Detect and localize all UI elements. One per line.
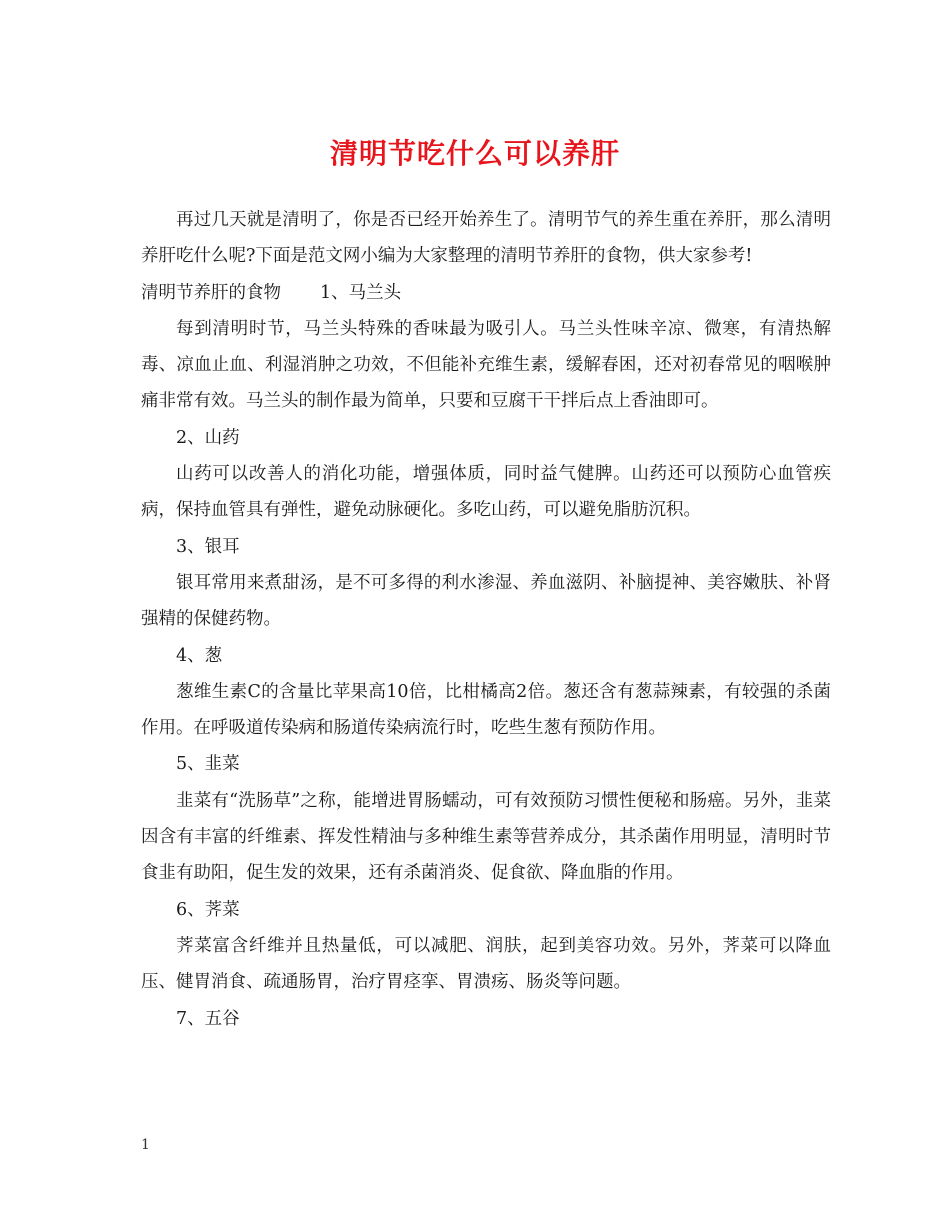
page-number: 1 [141,1137,150,1153]
item-paragraph: 荠菜富含纤维并且热量低，可以减肥、润肤，起到美容功效。另外，荠菜可以降血压、健胃消食、疏通肠胃，治疗胃痉挛、胃溃疡、肠炎等问题。 [141,935,831,993]
document-title: 清明节吃什么可以养肝 [329,137,620,170]
item-heading: 2、山药 [176,427,240,448]
item-paragraph: 韭菜有“洗肠草”之称，能增进胃肠蠕动，可有效预防习惯性便秘和肠癌。另外，韭菜因含有丰富的纤维素、挥发性精油与多种维生素等营养成分，其杀菌作用明显，清明时节食韭有助阳，促生发的效果，还有杀菌消炎、促食欲、降血脂的作用。 [141,790,831,884]
intro-paragraph: 再过几天就是清明了，你是否已经开始养生了。清明节气的养生重在养肝，那么清明养肝吃什么呢?下面是范文网小编为大家整理的清明节养肝的食物，供大家参考! [141,210,831,267]
item-heading: 5、韭菜 [176,754,240,775]
item-heading: 4、葱 [176,645,223,666]
item-paragraph: 每到清明时节，马兰头特殊的香味最为吸引人。马兰头性味辛凉、微寒，有清热解毒、凉血止血、利湿消肿之功效，不但能补充维生素，缓解春困，还对初春常见的咽喉肿痛非常有效。马兰头的制作最为简单，只要和豆腐干干拌后点上香油即可。 [141,318,831,412]
document-body [141,202,831,1037]
item-paragraph: 山药可以改善人的消化功能，增强体质，同时益气健脾。山药还可以预防心血管疾病，保持血管具有弹性，避免动脉硬化。多吃山药，可以避免脂肪沉积。 [141,464,831,521]
item-heading: 6、荠菜 [176,899,240,920]
item-heading: 7、五谷 [176,1008,240,1029]
item-paragraph: 银耳常用来煮甜汤，是不可多得的利水渗湿、养血滋阴、补脑提神、美容嫩肤、补肾强精的保健药物。 [141,572,831,630]
item-heading: 3、银耳 [176,536,240,557]
section-heading-line [141,275,831,311]
section-label: 清明节养肝的食物 [141,282,281,303]
item-paragraph: 葱维生素C的含量比苹果高10倍，比柑橘高2倍。葱还含有葱蒜辣素，有较强的杀菌作用。在呼吸道传染病和肠道传染病流行时，吃些生葱有预防作用。 [141,681,831,739]
item-heading: 1、马兰头 [319,282,402,303]
